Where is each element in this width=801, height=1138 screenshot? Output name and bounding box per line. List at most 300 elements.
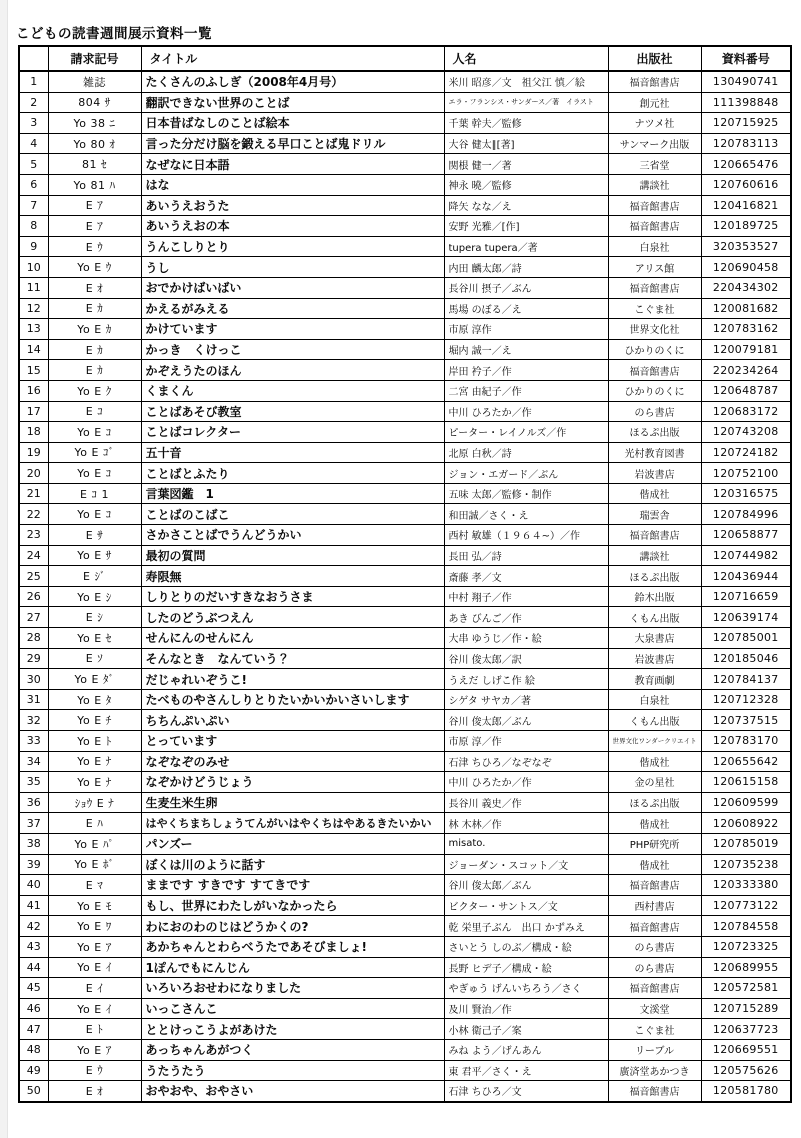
person-name: ピーター・レイノルズ／作 <box>444 422 608 443</box>
material-title: たべものやさんしりとりたいかいかいさいします <box>141 689 444 710</box>
row-number: 27 <box>19 607 48 628</box>
material-number: 120655642 <box>701 751 791 772</box>
row-number: 31 <box>19 689 48 710</box>
table-body <box>19 71 791 1102</box>
row-number: 21 <box>19 483 48 504</box>
row-number: 42 <box>19 916 48 937</box>
call-number: E ｵ <box>48 1081 141 1102</box>
table-row <box>19 463 791 484</box>
call-number: E ｳ <box>48 236 141 257</box>
row-number: 43 <box>19 936 48 957</box>
person-name: さいとう しのぶ／構成・絵 <box>444 936 608 957</box>
row-number: 18 <box>19 422 48 443</box>
publisher-name: 白泉社 <box>608 689 701 710</box>
person-name: 中村 翔子／作 <box>444 586 608 607</box>
call-number: E ﾏ <box>48 875 141 896</box>
person-name: tupera tupera／著 <box>444 236 608 257</box>
person-name: misato. <box>444 833 608 854</box>
material-number: 120735238 <box>701 854 791 875</box>
call-number: E ｼ <box>48 607 141 628</box>
person-name: 中川 ひろたか／作 <box>444 401 608 422</box>
material-title: かえるがみえる <box>141 298 444 319</box>
material-number: 120581780 <box>701 1081 791 1102</box>
person-name: 岸田 衿子／作 <box>444 360 608 381</box>
material-title: あいうえおうた <box>141 195 444 216</box>
publisher-name: 岩波書店 <box>608 463 701 484</box>
material-number: 120316575 <box>701 483 791 504</box>
call-number: E ｳ <box>48 1060 141 1081</box>
publisher-name: 福音館書店 <box>608 525 701 546</box>
publisher-name: ほるぷ出版 <box>608 792 701 813</box>
row-number: 47 <box>19 1019 48 1040</box>
person-name: 大串 ゆうじ／作・絵 <box>444 628 608 649</box>
material-number: 120436944 <box>701 566 791 587</box>
row-number: 48 <box>19 1039 48 1060</box>
material-title: 最初の質問 <box>141 545 444 566</box>
call-number: Yo E ｺ <box>48 504 141 525</box>
materials-table <box>18 45 792 1103</box>
publisher-name: 世界文化社 <box>608 319 701 340</box>
person-name: シゲタ サヤカ／著 <box>444 689 608 710</box>
publisher-name: のら書店 <box>608 936 701 957</box>
table-row <box>19 628 791 649</box>
table-row <box>19 504 791 525</box>
publisher-name: こぐま社 <box>608 298 701 319</box>
call-number: E ｺ <box>48 401 141 422</box>
call-number: E ｺ 1 <box>48 483 141 504</box>
row-number: 36 <box>19 792 48 813</box>
publisher-name: 光村教育図書 <box>608 442 701 463</box>
call-number: E ｼﾞ <box>48 566 141 587</box>
header-title: タイトル <box>141 46 444 71</box>
publisher-name: 西村書店 <box>608 895 701 916</box>
material-title: もし、世界にわたしがいなかったら <box>141 895 444 916</box>
person-name: 石津 ちひろ／文 <box>444 1081 608 1102</box>
material-number: 120785019 <box>701 833 791 854</box>
material-title: 言った分だけ脳を鍛える早口ことば鬼ドリル <box>141 133 444 154</box>
material-number: 120683172 <box>701 401 791 422</box>
publisher-name: 福音館書店 <box>608 216 701 237</box>
row-number: 39 <box>19 854 48 875</box>
material-number: 120669551 <box>701 1039 791 1060</box>
table-row <box>19 442 791 463</box>
call-number: Yo 80 ｵ <box>48 133 141 154</box>
row-number: 4 <box>19 133 48 154</box>
header-row <box>19 46 791 71</box>
material-title: なぞなぞのみせ <box>141 751 444 772</box>
person-name: 斎藤 孝／文 <box>444 566 608 587</box>
row-number: 24 <box>19 545 48 566</box>
material-number: 120615158 <box>701 772 791 793</box>
person-name: 乾 栄里子ぶん 出口 かずみえ <box>444 916 608 937</box>
material-title: ぼくは川のように話す <box>141 854 444 875</box>
table-row <box>19 875 791 896</box>
publisher-name: リーブル <box>608 1039 701 1060</box>
row-number: 15 <box>19 360 48 381</box>
material-number: 120416821 <box>701 195 791 216</box>
publisher-name: ひかりのくに <box>608 380 701 401</box>
person-name: 西村 敏雄（１９６４~）／作 <box>444 525 608 546</box>
publisher-name: 世界文化ワンダークリエイト <box>608 731 701 752</box>
table-row <box>19 216 791 237</box>
table-row <box>19 833 791 854</box>
material-number: 320353527 <box>701 236 791 257</box>
publisher-name: 大泉書店 <box>608 628 701 649</box>
header-blank <box>19 46 48 71</box>
material-title: ことばとふたり <box>141 463 444 484</box>
table-row <box>19 154 791 175</box>
publisher-name: 白泉社 <box>608 236 701 257</box>
publisher-name: ほるぷ出版 <box>608 566 701 587</box>
publisher-name: 文溪堂 <box>608 998 701 1019</box>
material-number: 120724182 <box>701 442 791 463</box>
person-name: 小林 衛己子／案 <box>444 1019 608 1040</box>
material-title: おやおや、おやさい <box>141 1081 444 1102</box>
material-title: 寿限無 <box>141 566 444 587</box>
material-number: 120715925 <box>701 113 791 134</box>
call-number: Yo E ｱ <box>48 1039 141 1060</box>
call-number: Yo E ﾄ <box>48 731 141 752</box>
person-name: 北原 白秋／詩 <box>444 442 608 463</box>
call-number: ｼｮｳ E ﾅ <box>48 792 141 813</box>
material-title: かっき くけっこ <box>141 339 444 360</box>
header-material-number: 資料番号 <box>701 46 791 71</box>
publisher-name: 福音館書店 <box>608 195 701 216</box>
row-number: 33 <box>19 731 48 752</box>
row-number: 38 <box>19 833 48 854</box>
material-number: 120658877 <box>701 525 791 546</box>
publisher-name: 瑞雲舎 <box>608 504 701 525</box>
material-title: ことばのこばこ <box>141 504 444 525</box>
material-title: さかさことばでうんどうかい <box>141 525 444 546</box>
publisher-name: 偕成社 <box>608 854 701 875</box>
person-name: ビクター・サントス／文 <box>444 895 608 916</box>
table-row <box>19 607 791 628</box>
material-number: 120743208 <box>701 422 791 443</box>
header-person: 人名 <box>444 46 608 71</box>
person-name: 中川 ひろたか／作 <box>444 772 608 793</box>
material-number: 120716659 <box>701 586 791 607</box>
material-number: 120081682 <box>701 298 791 319</box>
table-row <box>19 998 791 1019</box>
material-number: 111398848 <box>701 92 791 113</box>
person-name: 関根 健一／著 <box>444 154 608 175</box>
row-number: 7 <box>19 195 48 216</box>
publisher-name: アリス館 <box>608 257 701 278</box>
person-name: 五味 太郎／監修・制作 <box>444 483 608 504</box>
material-number: 120783113 <box>701 133 791 154</box>
table-row <box>19 586 791 607</box>
person-name: 谷川 俊太郎／訳 <box>444 648 608 669</box>
call-number: Yo E ﾎﾞ <box>48 854 141 875</box>
call-number: Yo E ｲ <box>48 998 141 1019</box>
publisher-name: サンマーク出版 <box>608 133 701 154</box>
publisher-name: 創元社 <box>608 92 701 113</box>
material-title: わにおのわのじはどうかくの? <box>141 916 444 937</box>
publisher-name: 講談社 <box>608 545 701 566</box>
publisher-name: のら書店 <box>608 957 701 978</box>
material-title: おでかけばいばい <box>141 277 444 298</box>
table-row <box>19 689 791 710</box>
row-number: 37 <box>19 813 48 834</box>
row-number: 34 <box>19 751 48 772</box>
publisher-name: 偕成社 <box>608 751 701 772</box>
person-name: 市原 淳／作 <box>444 731 608 752</box>
material-number: 120737515 <box>701 710 791 731</box>
material-title: 言葉図鑑 1 <box>141 483 444 504</box>
material-title: あかちゃんとわらべうたであそびましょ! <box>141 936 444 957</box>
publisher-name: ほるぷ出版 <box>608 422 701 443</box>
row-number: 23 <box>19 525 48 546</box>
row-number: 30 <box>19 669 48 690</box>
material-number: 120608922 <box>701 813 791 834</box>
call-number: Yo E ﾀ <box>48 689 141 710</box>
table-row <box>19 1060 791 1081</box>
row-number: 44 <box>19 957 48 978</box>
person-name: 堀内 誠一／え <box>444 339 608 360</box>
table-row <box>19 1081 791 1102</box>
person-name: 長野 ヒデ子／構成・絵 <box>444 957 608 978</box>
table-row <box>19 545 791 566</box>
material-number: 220434302 <box>701 277 791 298</box>
publisher-name: ひかりのくに <box>608 339 701 360</box>
person-name: ジョン・エガード／ぶん <box>444 463 608 484</box>
material-number: 120712328 <box>701 689 791 710</box>
material-title: せんにんのせんにん <box>141 628 444 649</box>
table-row <box>19 174 791 195</box>
person-name: 大谷 健太∥[著] <box>444 133 608 154</box>
material-number: 120689955 <box>701 957 791 978</box>
publisher-name: 福音館書店 <box>608 71 701 92</box>
table-row <box>19 401 791 422</box>
person-name: 長谷川 摂子／ぶん <box>444 277 608 298</box>
material-number: 120752100 <box>701 463 791 484</box>
material-number: 120690458 <box>701 257 791 278</box>
table-row <box>19 319 791 340</box>
publisher-name: くもん出版 <box>608 710 701 731</box>
person-name: 千葉 幹夫／監修 <box>444 113 608 134</box>
person-name: 和田誠／さく・え <box>444 504 608 525</box>
person-name: 市原 淳作 <box>444 319 608 340</box>
call-number: Yo E ｸ <box>48 380 141 401</box>
material-title: かけています <box>141 319 444 340</box>
page-edge <box>0 0 8 1138</box>
material-number: 120648787 <box>701 380 791 401</box>
table-row <box>19 792 791 813</box>
table-row <box>19 380 791 401</box>
table-row <box>19 1039 791 1060</box>
call-number: Yo E ｼ <box>48 586 141 607</box>
publisher-name: 福音館書店 <box>608 978 701 999</box>
call-number: Yo E ｺ <box>48 463 141 484</box>
publisher-name: 福音館書店 <box>608 916 701 937</box>
table-row <box>19 483 791 504</box>
call-number: E ｱ <box>48 195 141 216</box>
material-title: 生麦生米生卵 <box>141 792 444 813</box>
call-number: Yo E ｳ <box>48 257 141 278</box>
table-row <box>19 71 791 92</box>
call-number: E ｻ <box>48 525 141 546</box>
person-name: 神永 曉／監修 <box>444 174 608 195</box>
person-name: 長谷川 義史／作 <box>444 792 608 813</box>
material-title: ちちんぷいぷい <box>141 710 444 731</box>
table-row <box>19 854 791 875</box>
call-number: E ﾄ <box>48 1019 141 1040</box>
row-number: 3 <box>19 113 48 134</box>
material-title: かぞえうたのほん <box>141 360 444 381</box>
call-number: Yo 81 ﾊ <box>48 174 141 195</box>
person-name: やぎゅう げんいちろう／さく <box>444 978 608 999</box>
row-number: 32 <box>19 710 48 731</box>
row-number: 10 <box>19 257 48 278</box>
person-name: 降矢 なな／え <box>444 195 608 216</box>
call-number: E ｶ <box>48 298 141 319</box>
material-number: 120665476 <box>701 154 791 175</box>
material-number: 120785001 <box>701 628 791 649</box>
material-title: はやくちまちしょうてんがいはやくちはやあるきたいかい <box>141 813 444 834</box>
material-title: 五十音 <box>141 442 444 463</box>
material-number: 120639174 <box>701 607 791 628</box>
material-title: ととけっこうよがあけた <box>141 1019 444 1040</box>
person-name: 内田 麟太郎／詩 <box>444 257 608 278</box>
row-number: 12 <box>19 298 48 319</box>
row-number: 29 <box>19 648 48 669</box>
publisher-name: 偕成社 <box>608 813 701 834</box>
table-row <box>19 195 791 216</box>
person-name: 谷川 俊太郎／ぶん <box>444 710 608 731</box>
material-title: うたうたう <box>141 1060 444 1081</box>
call-number: E ｲ <box>48 978 141 999</box>
header-call-number: 請求記号 <box>48 46 141 71</box>
material-number: 120744982 <box>701 545 791 566</box>
call-number: 81 ｾ <box>48 154 141 175</box>
call-number: Yo 38 ﾆ <box>48 113 141 134</box>
person-name: 安野 光雅／[作] <box>444 216 608 237</box>
material-number: 120723325 <box>701 936 791 957</box>
person-name: 二宮 由紀子／作 <box>444 380 608 401</box>
material-title: 翻訳できない世界のことば <box>141 92 444 113</box>
publisher-name: 金の星社 <box>608 772 701 793</box>
material-title: ことばコレクター <box>141 422 444 443</box>
publisher-name: 教育画劇 <box>608 669 701 690</box>
material-number: 120609599 <box>701 792 791 813</box>
publisher-name: 岩波書店 <box>608 648 701 669</box>
row-number: 40 <box>19 875 48 896</box>
material-number: 120784996 <box>701 504 791 525</box>
table-row <box>19 339 791 360</box>
publisher-name: 廣済堂あかつき <box>608 1060 701 1081</box>
material-number: 120784558 <box>701 916 791 937</box>
row-number: 20 <box>19 463 48 484</box>
table-row <box>19 648 791 669</box>
call-number: E ﾊ <box>48 813 141 834</box>
table-row <box>19 257 791 278</box>
call-number: 雑誌 <box>48 71 141 92</box>
row-number: 14 <box>19 339 48 360</box>
material-number: 120637723 <box>701 1019 791 1040</box>
call-number: E ｶ <box>48 339 141 360</box>
material-number: 120572581 <box>701 978 791 999</box>
row-number: 22 <box>19 504 48 525</box>
row-number: 50 <box>19 1081 48 1102</box>
call-number: Yo E ｱ <box>48 936 141 957</box>
table-row <box>19 669 791 690</box>
material-number: 220234264 <box>701 360 791 381</box>
table-row <box>19 936 791 957</box>
call-number: Yo E ｾ <box>48 628 141 649</box>
material-title: ことばあそび教室 <box>141 401 444 422</box>
call-number: Yo E ﾜ <box>48 916 141 937</box>
row-number: 2 <box>19 92 48 113</box>
row-number: 49 <box>19 1060 48 1081</box>
row-number: 9 <box>19 236 48 257</box>
table-row <box>19 525 791 546</box>
publisher-name: 福音館書店 <box>608 875 701 896</box>
person-name: エラ・フランシス・サンダース／著 イラスト <box>444 92 608 113</box>
material-title: なぞかけどうじょう <box>141 772 444 793</box>
material-title: くまくん <box>141 380 444 401</box>
publisher-name: 三省堂 <box>608 154 701 175</box>
material-title: したのどうぶつえん <box>141 607 444 628</box>
person-name: 馬場 のぼる／え <box>444 298 608 319</box>
call-number: Yo E ｺﾞ <box>48 442 141 463</box>
material-number: 120185046 <box>701 648 791 669</box>
material-title: いろいろおせわになりました <box>141 978 444 999</box>
person-name: あき びんご／作 <box>444 607 608 628</box>
call-number: E ｱ <box>48 216 141 237</box>
person-name: 長田 弘／詩 <box>444 545 608 566</box>
table-row <box>19 710 791 731</box>
person-name: うえだ しげこ作 絵 <box>444 669 608 690</box>
table-row <box>19 236 791 257</box>
person-name: 東 君平／さく・え <box>444 1060 608 1081</box>
call-number: 804 ｻ <box>48 92 141 113</box>
material-number: 120760616 <box>701 174 791 195</box>
material-title: はな <box>141 174 444 195</box>
row-number: 5 <box>19 154 48 175</box>
publisher-name: 偕成社 <box>608 483 701 504</box>
table-row <box>19 813 791 834</box>
publisher-name: 福音館書店 <box>608 277 701 298</box>
call-number: Yo E ﾊﾟ <box>48 833 141 854</box>
material-number: 120333380 <box>701 875 791 896</box>
material-number: 120715289 <box>701 998 791 1019</box>
page-title: こどもの読書週間展示資料一覧 <box>16 26 212 42</box>
call-number: Yo E ﾀﾞ <box>48 669 141 690</box>
table-row <box>19 277 791 298</box>
person-name: 米川 昭彦／文 祖父江 慎／絵 <box>444 71 608 92</box>
header-publisher: 出版社 <box>608 46 701 71</box>
publisher-name: のら書店 <box>608 401 701 422</box>
row-number: 13 <box>19 319 48 340</box>
call-number: E ｿ <box>48 648 141 669</box>
material-number: 130490741 <box>701 71 791 92</box>
table-row <box>19 772 791 793</box>
table-row <box>19 92 791 113</box>
publisher-name: PHP研究所 <box>608 833 701 854</box>
call-number: Yo E ｺ <box>48 422 141 443</box>
material-title: ままです すきです すてきです <box>141 875 444 896</box>
call-number: Yo E ﾅ <box>48 751 141 772</box>
table-row <box>19 298 791 319</box>
table-row <box>19 957 791 978</box>
material-title: いっこさんこ <box>141 998 444 1019</box>
row-number: 6 <box>19 174 48 195</box>
material-title: だじゃれいぞうこ! <box>141 669 444 690</box>
publisher-name: 鈴木出版 <box>608 586 701 607</box>
table-row <box>19 133 791 154</box>
call-number: Yo E ﾁ <box>48 710 141 731</box>
